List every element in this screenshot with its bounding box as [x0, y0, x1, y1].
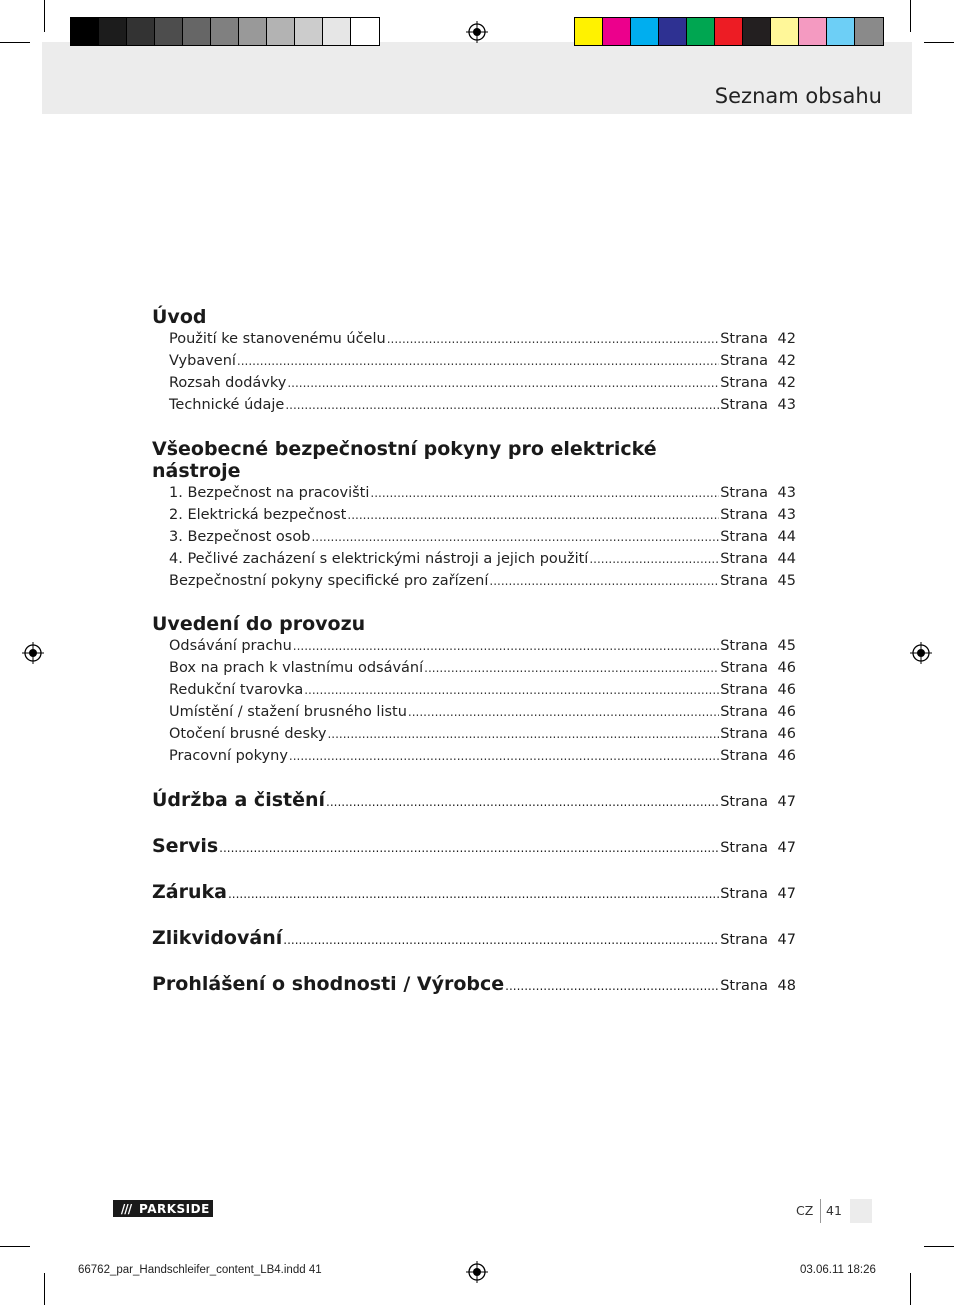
- page-number: 47: [777, 794, 796, 810]
- gray-swatch: [127, 18, 155, 45]
- gray-swatch: [183, 18, 211, 45]
- crop-mark: [44, 0, 45, 32]
- slug-file-info: 66762_par_Handschleifer_content_LB4.indd 41: [78, 1264, 322, 1276]
- page-number: 42: [777, 375, 796, 391]
- entry-text: Otočení brusné desky: [169, 726, 327, 742]
- gray-swatch: [71, 18, 99, 45]
- toc-main-entry[interactable]: [152, 973, 796, 997]
- page-label: Strana: [720, 397, 768, 413]
- page-label: Strana: [720, 353, 768, 369]
- leader-dots: [589, 548, 719, 570]
- entry-text: 1. Bezpečnost na pracovišti: [169, 485, 370, 501]
- section-title-continued: nástroje: [152, 460, 241, 482]
- toc-section-startup: [152, 613, 796, 767]
- page-label: Strana: [720, 704, 768, 720]
- toc-entry[interactable]: [152, 570, 796, 592]
- entry-text: Technické údaje: [169, 397, 285, 413]
- toc-main-entry[interactable]: [152, 789, 796, 813]
- toc-entry[interactable]: [152, 679, 796, 701]
- toc-entry[interactable]: [152, 548, 796, 570]
- page-number: 46: [777, 748, 796, 764]
- toc-entry[interactable]: [152, 394, 796, 416]
- entry-text: Údržba a čistění: [152, 789, 326, 811]
- page-label: Strana: [720, 529, 768, 545]
- page-number: 46: [777, 660, 796, 676]
- leader-dots: [237, 350, 719, 372]
- page-label: Strana: [720, 660, 768, 676]
- leader-dots: [283, 929, 719, 951]
- page-number: 42: [777, 353, 796, 369]
- leader-dots: [293, 635, 719, 657]
- leader-dots: [370, 482, 719, 504]
- leader-dots: [287, 372, 719, 394]
- leader-dots: [505, 975, 719, 997]
- page-number: 45: [777, 638, 796, 654]
- entry-text: Pracovní pokyny: [169, 748, 288, 764]
- table-of-contents: [152, 306, 796, 997]
- leader-dots: [387, 328, 720, 350]
- crop-mark: [44, 1273, 45, 1305]
- page-number: 47: [777, 886, 796, 902]
- page-number: 43: [777, 485, 796, 501]
- toc-main-entry[interactable]: [152, 927, 796, 951]
- toc-entry[interactable]: [152, 504, 796, 526]
- page-label: Strana: [720, 331, 768, 347]
- footer-tab: [850, 1199, 872, 1223]
- process-color-bar: [574, 17, 884, 46]
- crop-mark: [0, 1246, 30, 1247]
- section-title: Všeobecné bezpečnostní pokyny pro elektrické: [152, 438, 657, 460]
- process-swatch: [575, 18, 603, 45]
- leader-dots: [408, 701, 719, 723]
- grayscale-color-bar: [70, 17, 380, 46]
- leader-dots: [219, 837, 719, 859]
- page-number: 47: [777, 840, 796, 856]
- toc-entry[interactable]: [152, 701, 796, 723]
- entry-text: Odsávání prachu: [169, 638, 292, 654]
- page-number: 47: [777, 932, 796, 948]
- page-number: 43: [777, 397, 796, 413]
- leader-dots: [327, 723, 719, 745]
- entry-text: 4. Pečlivé zacházení s elektrickými nástroji a jejich použití: [169, 551, 589, 567]
- page-number: 44: [777, 551, 796, 567]
- entry-text: Umístění / stažení brusného listu: [169, 704, 407, 720]
- toc-entry[interactable]: [152, 657, 796, 679]
- page-number-footer: 41: [826, 1203, 842, 1218]
- entry-text: 3. Bezpečnost osob: [169, 529, 311, 545]
- leader-dots: [326, 791, 719, 813]
- leader-dots: [311, 526, 719, 548]
- slug-date: 03.06.11 18:26: [800, 1264, 876, 1276]
- page-number: 46: [777, 704, 796, 720]
- crop-mark: [910, 1273, 911, 1305]
- toc-main-entry[interactable]: [152, 881, 796, 905]
- entry-text: Servis: [152, 835, 219, 857]
- page-label: Strana: [720, 638, 768, 654]
- process-swatch: [771, 18, 799, 45]
- crop-mark: [0, 42, 30, 43]
- gray-swatch: [155, 18, 183, 45]
- leader-dots: [304, 679, 719, 701]
- page-label: Strana: [720, 932, 768, 948]
- entry-text: Použití ke stanovenému účelu: [169, 331, 386, 347]
- process-swatch: [827, 18, 855, 45]
- page-label: Strana: [720, 682, 768, 698]
- gray-swatch: [351, 18, 379, 45]
- toc-entry[interactable]: [152, 745, 796, 767]
- toc-entry[interactable]: [152, 635, 796, 657]
- page-label: Strana: [720, 573, 768, 589]
- toc-entry[interactable]: [152, 328, 796, 350]
- page-label: Strana: [720, 978, 768, 994]
- entry-text: Rozsah dodávky: [169, 375, 287, 391]
- footer-divider: [820, 1199, 821, 1223]
- parkside-logo: [113, 1200, 213, 1217]
- leader-dots: [424, 657, 719, 679]
- entry-text: Prohlášení o shodnosti / Výrobce: [152, 973, 505, 995]
- toc-entry[interactable]: [152, 372, 796, 394]
- entry-text: Bezpečnostní pokyny specifické pro zařízení: [169, 573, 489, 589]
- entry-text: Zlikvidování: [152, 927, 283, 949]
- leader-dots: [289, 745, 719, 767]
- section-title: Uvedení do provozu: [152, 613, 366, 635]
- registration-mark-icon: [910, 642, 932, 664]
- page-label: Strana: [720, 748, 768, 764]
- page-number: 46: [777, 726, 796, 742]
- section-title: Úvod: [152, 306, 207, 328]
- page-number: 46: [777, 682, 796, 698]
- page-title: Seznam obsahu: [714, 84, 882, 108]
- process-swatch: [687, 18, 715, 45]
- page-label: Strana: [720, 840, 768, 856]
- gray-swatch: [267, 18, 295, 45]
- crop-mark: [924, 1246, 954, 1247]
- process-swatch: [855, 18, 883, 45]
- page-label: Strana: [720, 507, 768, 523]
- registration-mark-icon: [22, 642, 44, 664]
- logo-text: PARKSIDE: [139, 1201, 210, 1216]
- leader-dots: [285, 394, 719, 416]
- process-swatch: [659, 18, 687, 45]
- page-label: Strana: [720, 485, 768, 501]
- page-label: Strana: [720, 551, 768, 567]
- leader-dots: [228, 883, 719, 905]
- process-swatch: [799, 18, 827, 45]
- toc-entry[interactable]: [152, 350, 796, 372]
- gray-swatch: [239, 18, 267, 45]
- page-number: 45: [777, 573, 796, 589]
- toc-entry[interactable]: [152, 723, 796, 745]
- entry-text: Záruka: [152, 881, 227, 903]
- language-code: CZ: [796, 1203, 814, 1218]
- process-swatch: [603, 18, 631, 45]
- process-swatch: [631, 18, 659, 45]
- page-number: 48: [777, 978, 796, 994]
- process-swatch: [743, 18, 771, 45]
- gray-swatch: [295, 18, 323, 45]
- toc-entry[interactable]: [152, 482, 796, 504]
- gray-swatch: [211, 18, 239, 45]
- gray-swatch: [99, 18, 127, 45]
- process-swatch: [715, 18, 743, 45]
- crop-mark: [910, 0, 911, 32]
- registration-mark-icon: [466, 21, 488, 43]
- entry-text: 2. Elektrická bezpečnost: [169, 507, 347, 523]
- page-number: 43: [777, 507, 796, 523]
- toc-section-safety: [152, 438, 796, 592]
- registration-mark-icon: [466, 1261, 488, 1283]
- entry-text: Vybavení: [169, 353, 236, 369]
- entry-text: Box na prach k vlastnímu odsávání: [169, 660, 424, 676]
- toc-main-entry[interactable]: [152, 835, 796, 859]
- page-number: 44: [777, 529, 796, 545]
- page-number: 42: [777, 331, 796, 347]
- logo-stripes: ///: [120, 1201, 132, 1216]
- gray-swatch: [323, 18, 351, 45]
- toc-section-uvod: [152, 306, 796, 416]
- page-label: Strana: [720, 794, 768, 810]
- page-label: Strana: [720, 886, 768, 902]
- leader-dots: [347, 504, 719, 526]
- page-label: Strana: [720, 726, 768, 742]
- page-label: Strana: [720, 375, 768, 391]
- crop-mark: [924, 42, 954, 43]
- leader-dots: [489, 570, 719, 592]
- entry-text: Redukční tvarovka: [169, 682, 304, 698]
- toc-entry[interactable]: [152, 526, 796, 548]
